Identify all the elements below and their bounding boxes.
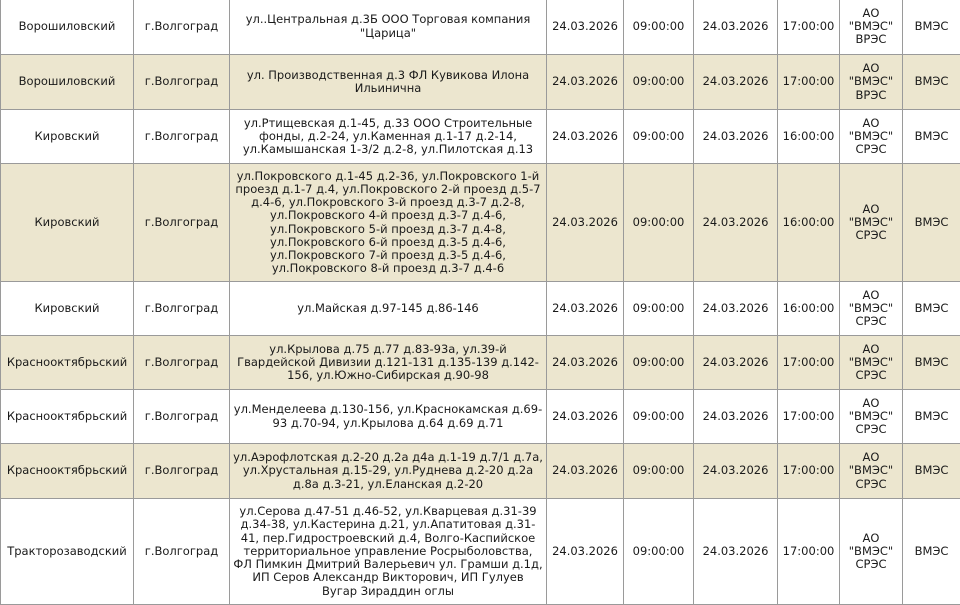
table-row [1,0,960,55]
start-time-cell: 09:00:00 [624,0,694,55]
start-date-cell: 24.03.2026 [547,499,624,605]
end-date-cell: 24.03.2026 [694,499,778,605]
start-time-cell: 09:00:00 [624,499,694,605]
city-cell: г.Волгоград [134,390,230,444]
end-date-cell: 24.03.2026 [694,55,778,110]
end-time-cell: 17:00:00 [778,390,840,444]
start-date-cell: 24.03.2026 [547,110,624,164]
org-cell: АО "ВМЭС" СРЭС [840,282,903,336]
district-cell: Кировский [1,164,134,282]
city-cell: г.Волгоград [134,336,230,390]
company-cell: ВМЭС [903,390,960,444]
table-row [1,164,960,282]
address-cell: ул.Аэрофлотская д.2-20 д.2а д4а д.1-19 д.7/1 д.7а, ул.Хрустальная д.15-29, ул.Руднева д.2-20 д.2а д.8а д.3-21, ул.Еланская д.2-20 [230,444,547,499]
end-date-cell: 24.03.2026 [694,0,778,55]
org-cell: АО "ВМЭС" СРЭС [840,164,903,282]
end-time-cell: 16:00:00 [778,282,840,336]
end-time-cell: 16:00:00 [778,110,840,164]
table-row [1,336,960,390]
company-cell: ВМЭС [903,336,960,390]
company-cell: ВМЭС [903,282,960,336]
end-date-cell: 24.03.2026 [694,282,778,336]
end-date-cell: 24.03.2026 [694,444,778,499]
address-cell: ул.Ртищевская д.1-45, д.33 ООО Строительные фонды, д.2-24, ул.Каменная д.1-17 д.2-14, ул.Камышанская 1-3/2 д.2-8, ул.Пилотская д.13 [230,110,547,164]
address-cell: ул.Менделеева д.130-156, ул.Краснокамская д.69-93 д.70-94, ул.Крылова д.64 д.69 д.71 [230,390,547,444]
org-cell: АО "ВМЭС" СРЭС [840,110,903,164]
end-time-cell: 16:00:00 [778,164,840,282]
district-cell: Тракторозаводский [1,499,134,605]
address-cell: ул..Центральная д.3Б ООО Торговая компания "Царица" [230,0,547,55]
city-cell: г.Волгоград [134,282,230,336]
start-date-cell: 24.03.2026 [547,390,624,444]
end-date-cell: 24.03.2026 [694,110,778,164]
start-date-cell: 24.03.2026 [547,336,624,390]
company-cell: ВМЭС [903,55,960,110]
org-cell: АО "ВМЭС" СРЭС [840,499,903,605]
end-date-cell: 24.03.2026 [694,390,778,444]
company-cell: ВМЭС [903,0,960,55]
district-cell: Краснооктябрьский [1,336,134,390]
end-time-cell: 17:00:00 [778,55,840,110]
city-cell: г.Волгоград [134,110,230,164]
table-row [1,110,960,164]
org-cell: АО "ВМЭС" ВРЭС [840,0,903,55]
city-cell: г.Волгоград [134,55,230,110]
org-cell: АО "ВМЭС" ВРЭС [840,55,903,110]
address-cell: ул.Серова д.47-51 д.46-52, ул.Кварцевая д.31-39 д.34-38, ул.Кастерина д.21, ул.Апатитовая д.31-41, пер.Гидростроевский д.4, Волго-Каспийское территориальное управление Росрыболовства, ФЛ Пимкин Дмитрий Валерьевич ул. Грамши д.1д, ИП Серов Александр Викторович, ИП Гулуев Вугар Зираддин оглы [230,499,547,605]
start-time-cell: 09:00:00 [624,164,694,282]
company-cell: ВМЭС [903,164,960,282]
start-date-cell: 24.03.2026 [547,444,624,499]
start-time-cell: 09:00:00 [624,282,694,336]
address-cell: ул.Крылова д.75 д.77 д.83-93а, ул.39-й Гвардейской Дивизии д.121-131 д.135-139 д.142-156, ул.Южно-Сибирская д.90-98 [230,336,547,390]
start-time-cell: 09:00:00 [624,444,694,499]
start-time-cell: 09:00:00 [624,110,694,164]
table-row [1,499,960,605]
end-time-cell: 17:00:00 [778,444,840,499]
district-cell: Кировский [1,110,134,164]
district-cell: Краснооктябрьский [1,390,134,444]
address-cell: ул.Покровского д.1-45 д.2-36, ул.Покровского 1-й проезд д.1-7 д.4, ул.Покровского 2-й проезд д.5-7 д.4-6, ул.Покровского 3-й проезд д.3-7 д.2-8, ул.Покровского 4-й проезд д.3-7 д.4-6, ул.Покровского 5-й проезд д.3-7 д.4-8, ул.Покровского 6-й проезд д.3-5 д.4-6, ул.Покровского 7-й проезд д.3-5 д.4-6, ул.Покровского 8-й проезд д.3-7 д.4-6 [230,164,547,282]
district-cell: Ворошиловский [1,0,134,55]
table-row [1,390,960,444]
start-date-cell: 24.03.2026 [547,282,624,336]
city-cell: г.Волгоград [134,0,230,55]
org-cell: АО "ВМЭС" СРЭС [840,444,903,499]
address-cell: ул. Производственная д.3 ФЛ Кувикова Илона Ильинична [230,55,547,110]
district-cell: Краснооктябрьский [1,444,134,499]
company-cell: ВМЭС [903,444,960,499]
company-cell: ВМЭС [903,499,960,605]
end-time-cell: 17:00:00 [778,0,840,55]
start-date-cell: 24.03.2026 [547,164,624,282]
start-date-cell: 24.03.2026 [547,0,624,55]
end-date-cell: 24.03.2026 [694,336,778,390]
org-cell: АО "ВМЭС" СРЭС [840,390,903,444]
table-row [1,444,960,499]
table-row [1,55,960,110]
start-date-cell: 24.03.2026 [547,55,624,110]
end-date-cell: 24.03.2026 [694,164,778,282]
company-cell: ВМЭС [903,110,960,164]
city-cell: г.Волгоград [134,164,230,282]
org-cell: АО "ВМЭС" СРЭС [840,336,903,390]
start-time-cell: 09:00:00 [624,336,694,390]
end-time-cell: 17:00:00 [778,336,840,390]
table-body [1,0,960,605]
end-time-cell: 17:00:00 [778,499,840,605]
table-row [1,282,960,336]
city-cell: г.Волгоград [134,444,230,499]
district-cell: Ворошиловский [1,55,134,110]
start-time-cell: 09:00:00 [624,390,694,444]
address-cell: ул.Майская д.97-145 д.86-146 [230,282,547,336]
city-cell: г.Волгоград [134,499,230,605]
start-time-cell: 09:00:00 [624,55,694,110]
district-cell: Кировский [1,282,134,336]
